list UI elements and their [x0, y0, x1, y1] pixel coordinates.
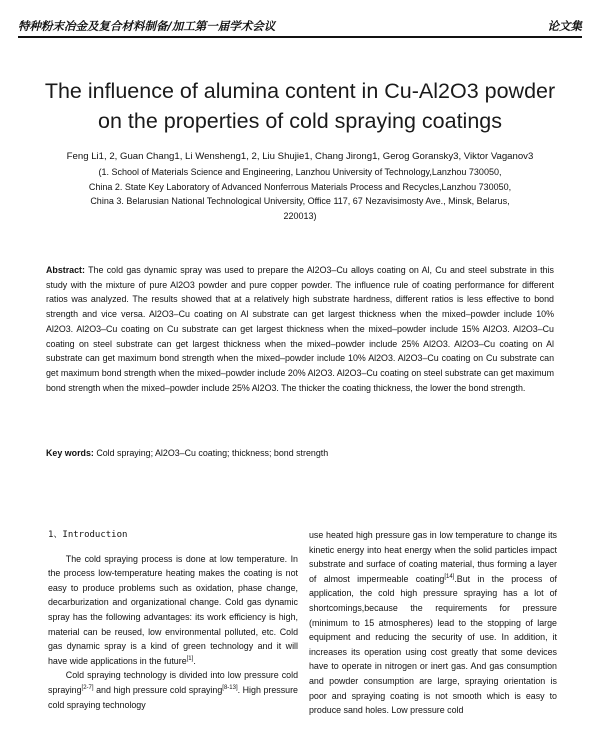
abstract-text: The cold gas dynamic spray was used to prepare the Al2O3–Cu alloys coating on Al, Cu and steel substrate in this study with the mixture of pure Al2O3 powder and pure copper powder. The influence rule of coating performance for different ratios was analyzed. The results showed that at a relatively high substrate hardness, different ratios is less effective to bond strength and vice versa. Al2O3–Cu coating on Al substrate can get largest thickness when the mixed–powder include 10% Al2O3. Al2O3–Cu coating on Cu substrate can get largest thickness when the mixed–powder include 15% Al2O3. Al2O3–Cu coating on steel substrate can get largest thickness when the mixed–powder include 25% Al2O3. Al2O3–Cu coating on Al substrate can get maximum bond strength when the mixed–powder include 10% Al2O3. Al2O3–Cu coating on Cu substrate can get maximum bond strength when the mixed–powder include 20% Al2O3. Al2O3–Cu coating on steel substrate can get maximum bond strength when the mixed–powder include 25% Al2O3. The thicker the coating thickness, the lower the bond strength. — [46, 265, 554, 393]
abstract-label: Abstract: — [46, 265, 85, 275]
author-list: Feng Li1, 2, Guan Chang1, Li Wensheng1, 2, Liu Shujie1, Chang Jirong1, Gerog Goransky3, Viktor Vaganov3 — [66, 151, 534, 162]
citation: [14] — [444, 573, 455, 580]
affiliation-line: 220013) — [283, 210, 317, 221]
keywords-text: Cold spraying; Al2O3–Cu coating; thickness; bond strength — [96, 448, 329, 458]
running-header — [18, 14, 582, 34]
affiliation-line: China 3. Belarusian National Technological University, Office 117, 67 Nezavisimosty Ave., Minsk, Belarus, — [90, 196, 510, 207]
body-paragraph — [48, 668, 298, 712]
affiliations — [56, 165, 544, 223]
paragraph-text: . High pressure cold spraying technology — [48, 684, 298, 710]
header-rule — [18, 36, 582, 38]
paragraph-text: . — [193, 655, 196, 666]
abstract — [46, 263, 554, 395]
keywords-label: Key words: — [46, 448, 94, 458]
body-paragraph — [309, 528, 557, 718]
right-column — [309, 528, 557, 718]
body-paragraph — [48, 552, 298, 669]
title-line-2: on the properties of cold spraying coatings — [98, 109, 502, 133]
conference-name: 特种粉末冶金及复合材料制备/加工第一届学术会议 — [18, 19, 276, 33]
affiliation-line: China 2. State Key Laboratory of Advanced Nonferrous Materials Process and Recycles,Lanzhou 730050, — [88, 181, 512, 192]
section-name: 论文集 — [547, 19, 582, 33]
paragraph-text: The cold spraying process is done at low temperature. In the process low-temperature heating makes the coating is not easy to produce problems such as oxidation, phase change, decarburization and organizational change. Cold gas dynamic spray has the following advantages: its work efficiency is high, material can be reused, low environmental polluted, etc. Cold gas dynamic spray is a kind of green technology and it will have wide applications in the future — [48, 553, 298, 666]
title-line-1: The influence of alumina content in Cu-Al2O3 powder — [44, 79, 556, 103]
keywords — [46, 446, 554, 460]
paper-title — [20, 76, 580, 136]
paragraph-text: use heated high pressure gas in low temperature to change its kinetic energy into heat energy when the solid particles impact substrate and surface of coating material, thus forming a layer of almost impermeable coating — [309, 530, 557, 584]
section-heading: 1、Introduction — [48, 530, 128, 540]
citation: [2-7] — [81, 684, 94, 691]
citation: [1] — [186, 655, 194, 662]
citation: [8-13] — [222, 684, 238, 691]
paragraph-text: .But in the process of application, the cold high pressure spraying has a lot of shortcomings,because the requirements for pressure (minimum to 15 atmospheres) lead to the stopping of large equipment and reducing the security of use. In addition, it increases its operation using cost greatly that some devices have to operate in nitrogen or inert gas. And gas consumption and powder consumption are large, spraying orientation is poor and spraying coating is not smooth which is easy to produce sand holes. Low pressure cold — [309, 573, 558, 716]
paragraph-text: Cold spraying technology is divided into low pressure cold spraying — [48, 670, 298, 695]
left-column — [48, 528, 298, 712]
affiliation-line: (1. School of Materials Science and Engineering, Lanzhou University of Technology,Lanzhou 730050, — [98, 167, 502, 177]
paragraph-text: and high pressure cold spraying — [93, 684, 223, 695]
